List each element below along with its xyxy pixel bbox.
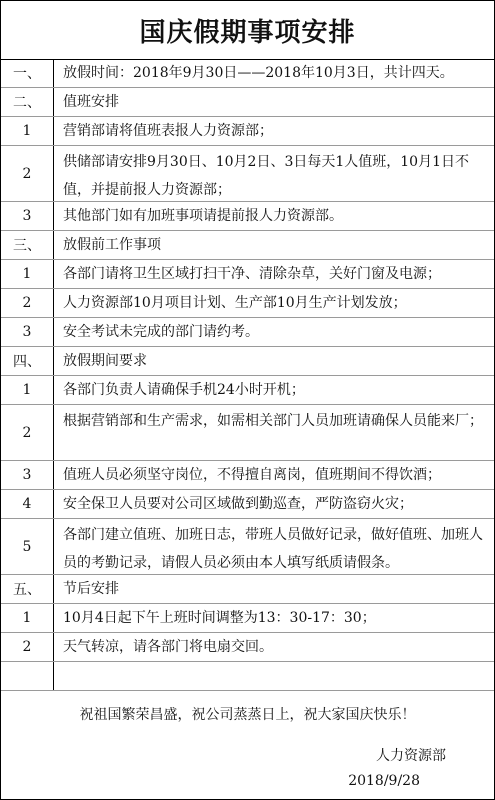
- row-number: 1: [1, 117, 54, 145]
- empty-row: [1, 662, 494, 691]
- row-text: 各部门请将卫生区域打扫干净、清除杂草，关好门窗及电源；: [63, 266, 441, 282]
- row-number: 三、: [1, 231, 54, 259]
- row-number: 2: [1, 289, 54, 317]
- table-row: [1, 260, 494, 289]
- table-row: [1, 231, 494, 260]
- row-number: 2: [1, 405, 54, 460]
- row-number: 4: [1, 490, 54, 518]
- row-text: 根据营销部和生产需求，如需相关部门人员加班请确保人员能来厂；: [63, 413, 483, 429]
- row-number: 二、: [1, 88, 54, 116]
- row-number: 2: [1, 633, 54, 661]
- table-row: [1, 146, 494, 202]
- row-number: 3: [1, 461, 54, 489]
- table-row: [1, 490, 494, 519]
- table-row: [1, 88, 494, 117]
- row-text: 放假前工作事项: [63, 237, 161, 253]
- row-text: 天气转凉，请各部门将电扇交回。: [63, 639, 273, 655]
- table-row: [1, 461, 494, 490]
- row-text: 安全保卫人员要对公司区域做到勤巡查，严防盗窃火灾；: [63, 496, 413, 512]
- table-row: [1, 318, 494, 347]
- row-text: 放假时间：2018年9月30日——2018年10月3日，共计四天。: [63, 65, 454, 81]
- signature: 人力资源部: [376, 748, 446, 764]
- table-row: [1, 519, 494, 575]
- row-number: 五、: [1, 575, 54, 603]
- row-text: 节后安排: [63, 581, 119, 597]
- empty-cell: [1, 662, 54, 690]
- row-number: 5: [1, 519, 54, 574]
- table-row: [1, 289, 494, 318]
- row-number: 3: [1, 318, 54, 346]
- table-row: [1, 604, 494, 633]
- row-number: 1: [1, 260, 54, 288]
- row-number: 一、: [1, 59, 54, 87]
- date: 2018/9/28: [348, 773, 420, 789]
- row-text: 值班人员必须坚守岗位，不得擅自离岗，值班期间不得饮酒；: [63, 467, 441, 483]
- row-text: 10月4日起下午上班时间调整为13：30-17：30；: [63, 610, 376, 626]
- table-row: [1, 347, 494, 376]
- row-number: 3: [1, 202, 54, 230]
- row-text: 其他部门如有加班事项请提前报人力资源部。: [63, 208, 343, 224]
- row-number: 四、: [1, 347, 54, 375]
- row-text: 安全考试未完成的部门请约考。: [63, 324, 259, 340]
- table-row: [1, 59, 494, 88]
- row-text: 人力资源部10月项目计划、生产部10月生产计划发放；: [63, 295, 407, 311]
- row-number: 1: [1, 604, 54, 632]
- row-number: 1: [1, 376, 54, 404]
- row-text: 各部门建立值班、加班日志，带班人员做好记录，做好值班、加班人员的考勤记录，请假人员必须由本人填写纸质请假条。: [63, 527, 483, 571]
- row-text: 供储部请安排9月30日、10月2日、3日每天1人值班，10月1日不值，并提前报人力资源部；: [63, 154, 469, 198]
- closing-message: 祝祖国繁荣昌盛，祝公司蒸蒸日上，祝大家国庆快乐！: [79, 707, 416, 723]
- table-row: [1, 405, 494, 461]
- table-row: [1, 633, 494, 662]
- row-text: 各部门负责人请确保手机24小时开机；: [63, 382, 305, 398]
- row-text: 营销部请将值班表报人力资源部；: [63, 123, 273, 139]
- row-text: 值班安排: [63, 94, 119, 110]
- table-row: [1, 117, 494, 146]
- table-row: [1, 575, 494, 604]
- table-row: [1, 202, 494, 231]
- page-title: 国庆假期事项安排: [1, 1, 494, 60]
- row-text: 放假期间要求: [63, 353, 147, 369]
- row-number: 2: [1, 146, 54, 201]
- table-row: [1, 376, 494, 405]
